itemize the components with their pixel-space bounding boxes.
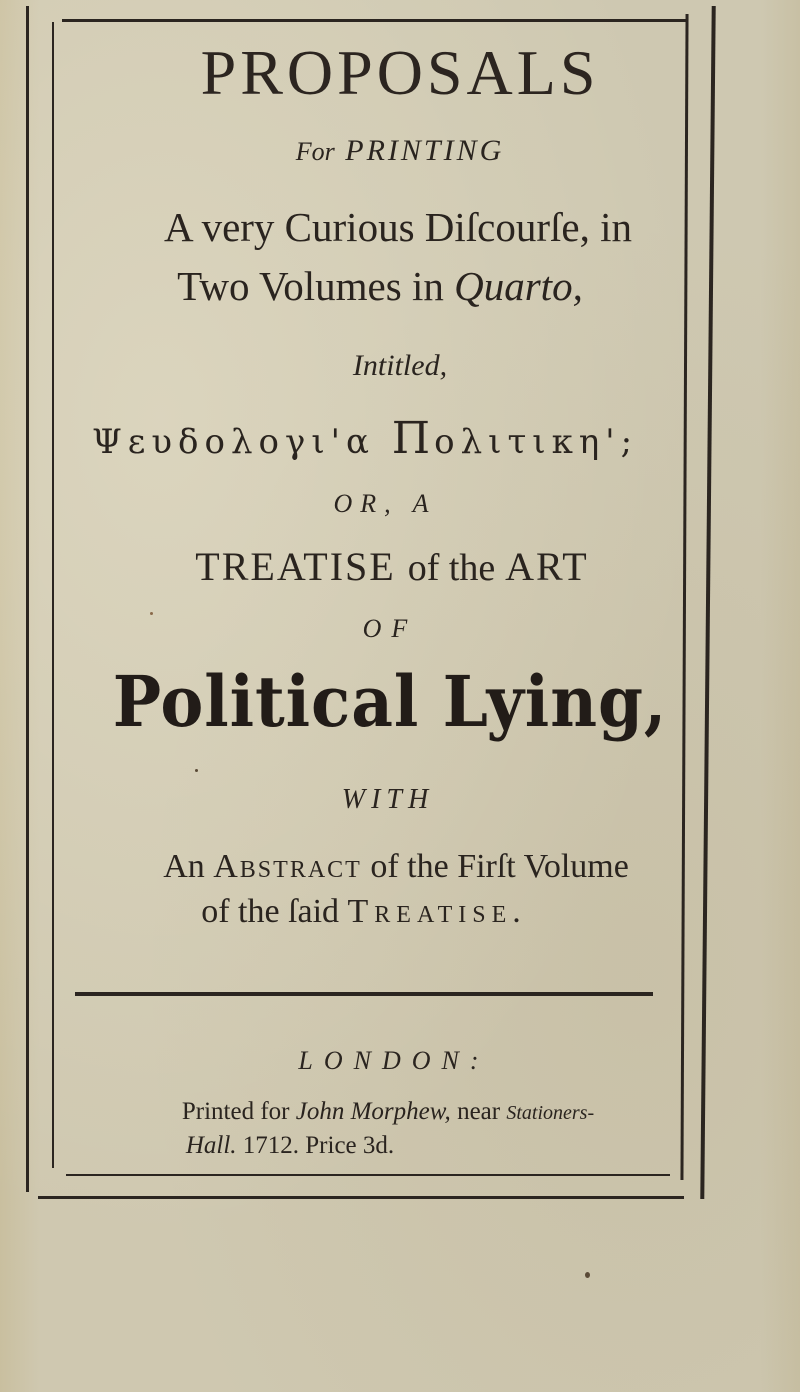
- description-line-2: [0, 262, 780, 310]
- greek-title: [40, 413, 690, 464]
- description-line-2-italic: Quarto,: [454, 263, 583, 309]
- with-label: WITH: [341, 784, 435, 815]
- inner-frame-top: [62, 19, 686, 22]
- description-line-2-plain: Two Volumes in: [177, 263, 444, 309]
- abstract-word: Abstract: [213, 848, 362, 885]
- outer-frame-left: [26, 6, 29, 1192]
- abstract-an: An: [163, 848, 205, 885]
- inner-frame-right: [680, 14, 688, 1180]
- treatise-lower: of the: [407, 547, 496, 589]
- or-a-label: OR, A: [333, 489, 437, 518]
- treatise-line: [0, 543, 792, 590]
- intitled-label: Intitled,: [352, 349, 448, 382]
- abstract-line-2-treatise: Treatise.: [347, 893, 527, 930]
- subtitle-main: PRINTING: [345, 134, 505, 167]
- paper-spot: [195, 769, 198, 772]
- outer-frame-bottom: [38, 1196, 684, 1199]
- description-line-1: A very Curious Diſcourſe, in: [163, 204, 633, 250]
- abstract-line-2-plain: of the ſaid: [201, 893, 340, 930]
- imprint-publisher: John Morphew,: [295, 1098, 451, 1125]
- inner-frame-left: [52, 22, 54, 1168]
- imprint-near: near: [457, 1098, 501, 1125]
- imprint-line-2: [0, 1132, 690, 1160]
- imprint-year-price: 1712. Price 3d.: [242, 1132, 395, 1159]
- main-title-blackletter: Political Lying,: [112, 660, 668, 743]
- paper-spot: [150, 612, 153, 615]
- inner-frame-bottom: [66, 1174, 670, 1176]
- paper-spot: [585, 1272, 590, 1278]
- imprint-line-1: [0, 1098, 788, 1126]
- of-label: OF: [362, 614, 418, 643]
- abstract-rest: of the Firſt Volume: [370, 848, 629, 885]
- imprint-place: LONDON:: [298, 1046, 490, 1075]
- subtitle-prefix: For: [295, 137, 335, 166]
- greek-title-part-1: Ψευδολογι'α: [91, 422, 375, 462]
- imprint-location: Stationers-: [506, 1102, 595, 1124]
- abstract-line-1: [0, 848, 796, 886]
- imprint-printed-for: Printed for: [181, 1098, 290, 1125]
- greek-title-part-2-rest: ολιτικη';: [434, 422, 639, 462]
- page-title: PROPOSALS: [200, 37, 600, 108]
- treatise-caps-2: ART: [505, 544, 589, 589]
- greek-title-part-2-capital: Π: [391, 413, 435, 464]
- outer-frame-right: [700, 6, 715, 1199]
- section-divider-rule: [75, 992, 653, 996]
- imprint-hall: Hall.: [185, 1132, 237, 1159]
- abstract-line-2: [0, 893, 764, 931]
- treatise-caps-1: TREATISE: [195, 544, 396, 589]
- subtitle: [0, 134, 800, 168]
